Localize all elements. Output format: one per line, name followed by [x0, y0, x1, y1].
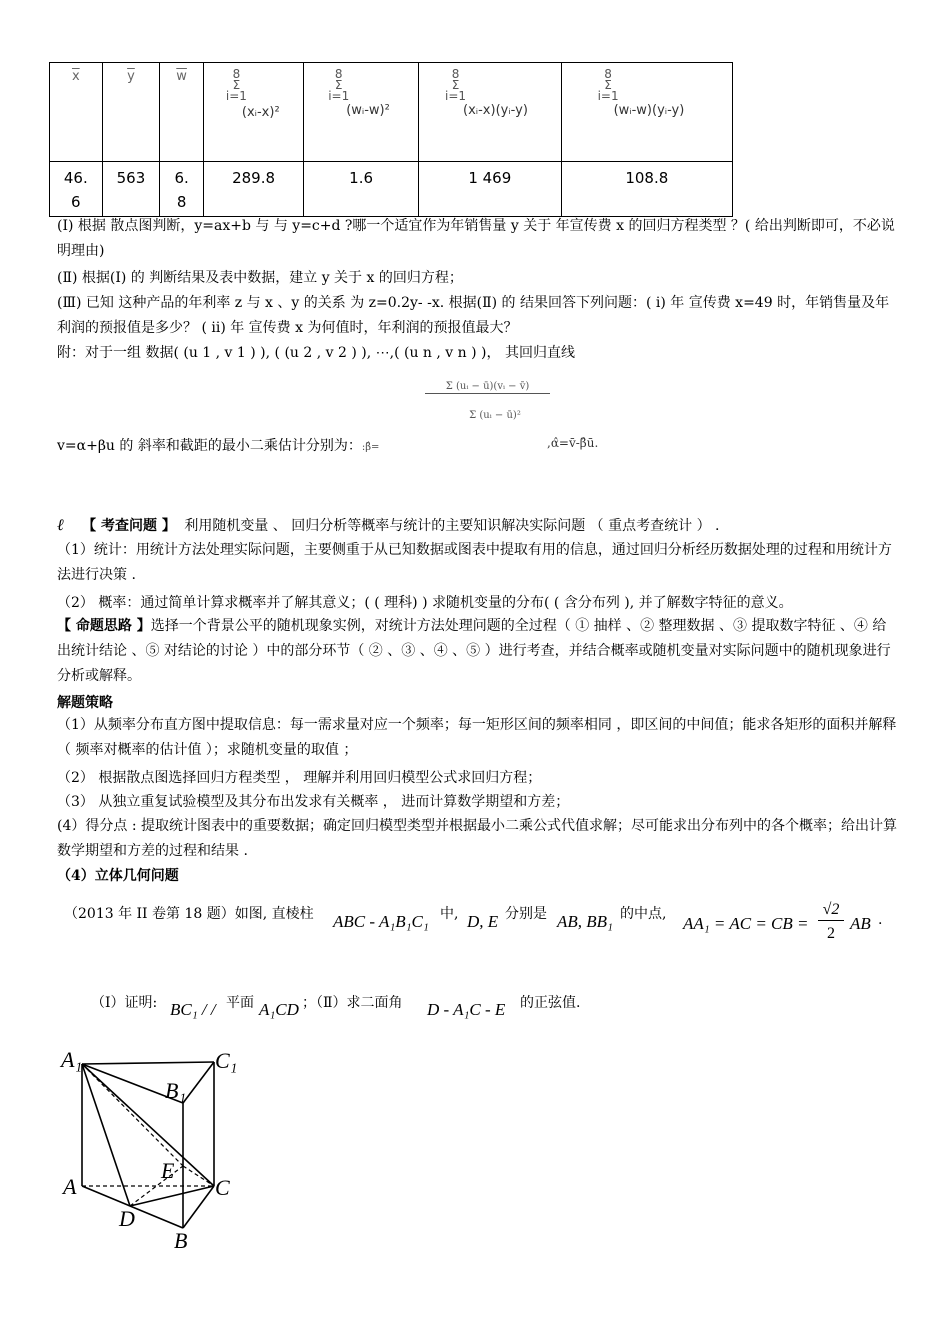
header-cell: $\overline{x}$ — [50, 63, 103, 162]
problem-source: （2013 年 II 卷第 18 题）如图, 直棱柱 — [64, 906, 314, 922]
topic-symbol-icon: ℓ — [57, 515, 64, 534]
table-cell: 563 — [102, 162, 160, 217]
equation: AA₁ = AC = CB = — [683, 914, 809, 933]
topic-line — [57, 515, 719, 536]
edge-a1c1 — [82, 1062, 214, 1064]
prism-figure — [55, 1040, 255, 1260]
period: . — [878, 912, 883, 928]
label-d: D — [119, 1206, 135, 1231]
header-cell: 8 Σ i=1 (wᵢ-w)(yᵢ-y) — [561, 63, 732, 162]
sum-sign: 8 Σ i=1 — [445, 67, 467, 103]
question-1: (Ⅰ) 根据 散点图判断，y=ax+b 与 与 y=c+d ?哪一个适宜作为年销售量 y 关于 年宣传费 x 的回归方程类型 ？( 给出判断即可，不必说明理由) — [57, 218, 895, 259]
beta-numerator: Σ (uᵢ − ū)(vᵢ − v̄) — [425, 381, 550, 394]
alpha-label: ,α̂=v̄-β̂ū. — [547, 436, 599, 450]
fraction-denominator: 2 — [827, 925, 835, 942]
table-cell: 108.8 — [561, 162, 732, 217]
header-cell: 8 Σ i=1 (xᵢ-x)² — [203, 63, 303, 162]
label-e: E — [161, 1158, 175, 1183]
formula-text: v=α+βu 的 斜率和截距的最小二乘估计分别为： — [57, 438, 362, 454]
exam-item-2: （2） 概率：通过简单计算求概率并了解其意义；( ( 理科) ) 求随机变量的分布( ( 含分布列 ), 并了解数字特征的意义。 — [57, 595, 793, 611]
header-cell: $\overline{y}$ — [102, 63, 160, 162]
table-cell: 289.8 — [203, 162, 303, 217]
table-row — [50, 162, 733, 217]
appendix-text: 附：对于一组 数据( (u 1 , v 1 ) ), ( (u 2 , v 2 ) ), ⋯,( (u n , v n ) )， 其回归直线 — [57, 345, 575, 361]
idea-label: 【 命题思路 】 — [57, 618, 151, 634]
sum-sign: 8 Σ i=1 — [597, 67, 619, 103]
exam-idea — [57, 614, 897, 689]
header-cell: $\overline{w}$ — [160, 63, 204, 162]
statistics-table — [49, 62, 733, 217]
geometry-title: （4）立体几何问题 — [57, 868, 179, 884]
topic-label: 【 考查问题 】 — [82, 518, 176, 534]
prism-name: ABC - A₁B₁C₁ — [333, 912, 429, 931]
fraction-numerator: √2 — [818, 900, 844, 921]
table-cell: 6. 8 — [160, 162, 204, 217]
edge-b1c1 — [183, 1062, 214, 1103]
points-de: D, E — [467, 912, 499, 931]
sum-sign: 8 Σ i=1 — [225, 67, 247, 103]
strategy-4: (4）得分点 : 提取统计图表中的重要数据；确定回归模型类型并根据最小二乘公式代值求解；尽可能求出分布列中的各个概率；给出计算数学期望和方差的过程和结果 . — [57, 818, 897, 859]
table-cell: 1.6 — [304, 162, 419, 217]
label-b: B — [174, 1228, 188, 1253]
header-cell: 8 Σ i=1 (xᵢ-x)(yᵢ-y) — [419, 63, 562, 162]
strategy-1: （1）从频率分布直方图中提取信息：每一需求量对应一个频率；每一矩形区间的频率相同 ，即区间的中间值；能求各矩形的面积并解释 （ 频率对概率的估计值 ）；求随机变量的取值 ； — [57, 717, 897, 758]
problem-text: 分别是 — [505, 906, 547, 922]
part-2-tail: 的正弦值. — [520, 995, 581, 1011]
label-a1: A₁ — [61, 1047, 83, 1072]
strategy-3: （3） 从独立重复试验模型及其分布出发求有关概率 ， 进而计算数学期望和方差； — [57, 794, 570, 810]
label-c1: C₁ — [215, 1048, 238, 1073]
part-1-plane: 平面 — [226, 995, 254, 1011]
problem-text: 的中点, — [620, 906, 667, 922]
segments: AB, BB₁ — [557, 912, 613, 931]
problem-text: 中, — [440, 906, 459, 922]
topic-text: 利用随机变量 、 回归分析等概率与统计的主要知识解决实际问题 （ 重点考查统计 ） . — [184, 518, 720, 534]
edge-ec-hidden — [183, 1166, 214, 1186]
table-cell: 1 469 — [419, 162, 562, 217]
question-3: (Ⅲ) 已知 这种产品的年利率 z 与 x 、y 的关系 为 z=0.2y- -x. 根据(Ⅱ) 的 结果回答下列问题：( ⅰ) 年 宣传费 x=49 时，年销售量及年利润的预报值是多少？ ( ⅱ) 年 宣传费 x 为何值时，年利润的预报值最大？ — [57, 295, 890, 336]
beta-denominator: Σ (uᵢ − ū)² — [469, 410, 521, 421]
idea-text: 选择一个背景公平的随机现象实例，对统计方法处理问题的全过程（ ① 抽样 、② 整理数据 、③ 提取数字特征 、④ 给出统计结论 、⑤ 对结论的讨论 ）中的部分环节（ ② 、③ 、④ 、⑤ ）进行考查，并结合概率或随机变量对实际问题中的随机现象进行分析或解释。 — [57, 618, 891, 684]
strategy-title: 解题策略 — [57, 695, 113, 711]
table-cell: 46. 6 — [50, 162, 103, 217]
equation-tail: AB — [850, 914, 871, 933]
sum-sign: 8 Σ i=1 — [328, 67, 350, 103]
part-2-label: ；（Ⅱ）求二面角 — [302, 995, 403, 1011]
part-1-expr: BC₁ / / — [170, 1000, 216, 1019]
exam-item-1: （1）统计：用统计方法处理实际问题，主要侧重于从已知数据或图表中提取有用的信息，通过回归分析经历数据处理的过程和用统计方法进行决策 . — [57, 542, 892, 583]
strategy-2: （2） 根据散点图选择回归方程类型 ， 理解并利用回归模型公式求回归方程； — [57, 770, 542, 786]
label-a: A — [63, 1174, 77, 1199]
question-2: (Ⅱ) 根据(Ⅰ) 的 判断结果及表中数据，建立 y 关于 x 的回归方程； — [57, 270, 463, 286]
label-b1: B₁ — [165, 1078, 187, 1103]
header-cell: 8 Σ i=1 (wᵢ-w)² — [304, 63, 419, 162]
table-header-row — [50, 63, 733, 162]
part-1-plane-name: A₁CD — [259, 1000, 299, 1019]
part-2-expr: D - A₁C - E — [427, 1000, 506, 1019]
formula-line — [57, 436, 379, 458]
beta-label: :β̂= — [361, 442, 380, 453]
label-c: C — [215, 1175, 230, 1200]
part-1-label: （Ⅰ）证明: — [91, 995, 158, 1011]
